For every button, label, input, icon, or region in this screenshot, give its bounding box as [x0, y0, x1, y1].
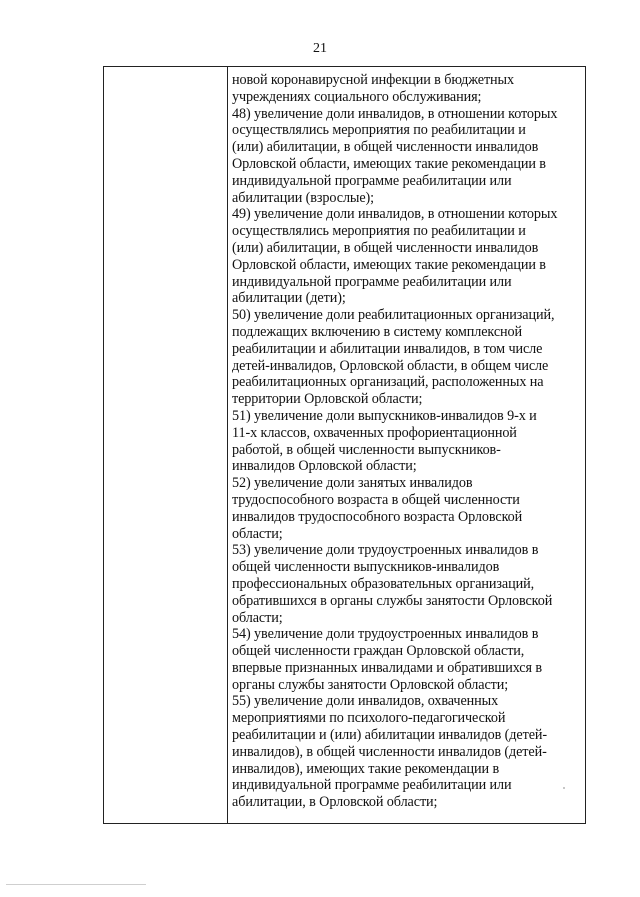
text-line: реабилитации и (или) абилитации инвалидов (детей-	[232, 727, 548, 744]
text-line: территории Орловской области;	[232, 391, 423, 408]
text-line: 51) увеличение доли выпускников-инвалидов 9-х и	[232, 407, 537, 424]
scan-speck	[563, 787, 565, 789]
text-line: 50) увеличение доли реабилитационных организаций,	[232, 307, 555, 324]
text-line: 48) увеличение доли инвалидов, в отношении которых	[232, 105, 558, 122]
text-line: подлежащих включению в систему комплексной	[232, 323, 523, 340]
text-line: индивидуальной программе реабилитации или	[232, 172, 512, 189]
text-line: инвалидов), имеющих такие рекомендации в	[232, 760, 500, 777]
text-line: мероприятиями по психолого-педагогической	[232, 710, 506, 727]
text-line: новой коронавирусной инфекции в бюджетных	[232, 72, 514, 88]
text-line: общей численности выпускников-инвалидов	[232, 559, 500, 576]
text-line: органы службы занятости Орловской области;	[232, 676, 509, 693]
text-line: индивидуальной программе реабилитации или	[232, 777, 512, 794]
text-line: Орловской области, имеющих такие рекомендации в	[232, 256, 546, 273]
table-left-cell	[104, 67, 227, 823]
text-line: абилитации (дети);	[232, 290, 346, 307]
text-line: впервые признанных инвалидами и обратившихся в	[232, 659, 542, 676]
text-line: детей-инвалидов, Орловской области, в общем числе	[232, 357, 549, 374]
text-line: 55) увеличение доли инвалидов, охваченных	[232, 693, 499, 710]
text-line: учреждениях социального обслуживания;	[232, 88, 482, 105]
text-line: 53) увеличение доли трудоустроенных инвалидов в	[232, 542, 539, 559]
text-line: Орловской области, имеющих такие рекомендации в	[232, 155, 546, 172]
text-line: (или) абилитации, в общей численности инвалидов	[232, 239, 539, 256]
text-line: абилитации, в Орловской области;	[232, 794, 438, 811]
text-line: 49) увеличение доли инвалидов, в отношении которых	[232, 206, 558, 223]
indicator-table	[103, 66, 586, 824]
text-line: осуществлялись мероприятия по реабилитации и	[232, 122, 526, 139]
text-line: 11-х классов, охваченных профориентационной	[232, 424, 517, 441]
text-line: индивидуальной программе реабилитации или	[232, 273, 512, 290]
text-line: реабилитационных организаций, расположенных на	[232, 374, 544, 391]
text-line: инвалидов Орловской области;	[232, 458, 417, 475]
text-line: области;	[232, 609, 283, 626]
text-line: абилитации (взрослые);	[232, 189, 375, 206]
text-line: области;	[232, 525, 283, 542]
text-line: реабилитации и абилитации инвалидов, в том числе	[232, 340, 543, 357]
text-line: 52) увеличение доли занятых инвалидов	[232, 475, 473, 492]
text-line: работой, в общей численности выпускников-	[232, 441, 501, 458]
text-line: профессиональных образовательных организаций,	[232, 575, 535, 592]
text-line: обратившихся в органы службы занятости Орловской	[232, 592, 553, 609]
scan-edge-mark	[6, 884, 146, 885]
table-right-cell	[232, 72, 582, 811]
text-line: 54) увеличение доли трудоустроенных инвалидов в	[232, 626, 539, 643]
text-line: трудоспособного возраста в общей численности	[232, 491, 520, 508]
text-line: инвалидов), в общей численности инвалидов (детей-	[232, 743, 547, 760]
text-line: инвалидов трудоспособного возраста Орловской	[232, 508, 523, 525]
text-line: (или) абилитации, в общей численности инвалидов	[232, 139, 539, 156]
page-number: 21	[313, 41, 327, 56]
text-line: осуществлялись мероприятия по реабилитации и	[232, 223, 526, 240]
column-divider	[227, 67, 228, 823]
text-line: общей численности граждан Орловской области,	[232, 643, 525, 660]
